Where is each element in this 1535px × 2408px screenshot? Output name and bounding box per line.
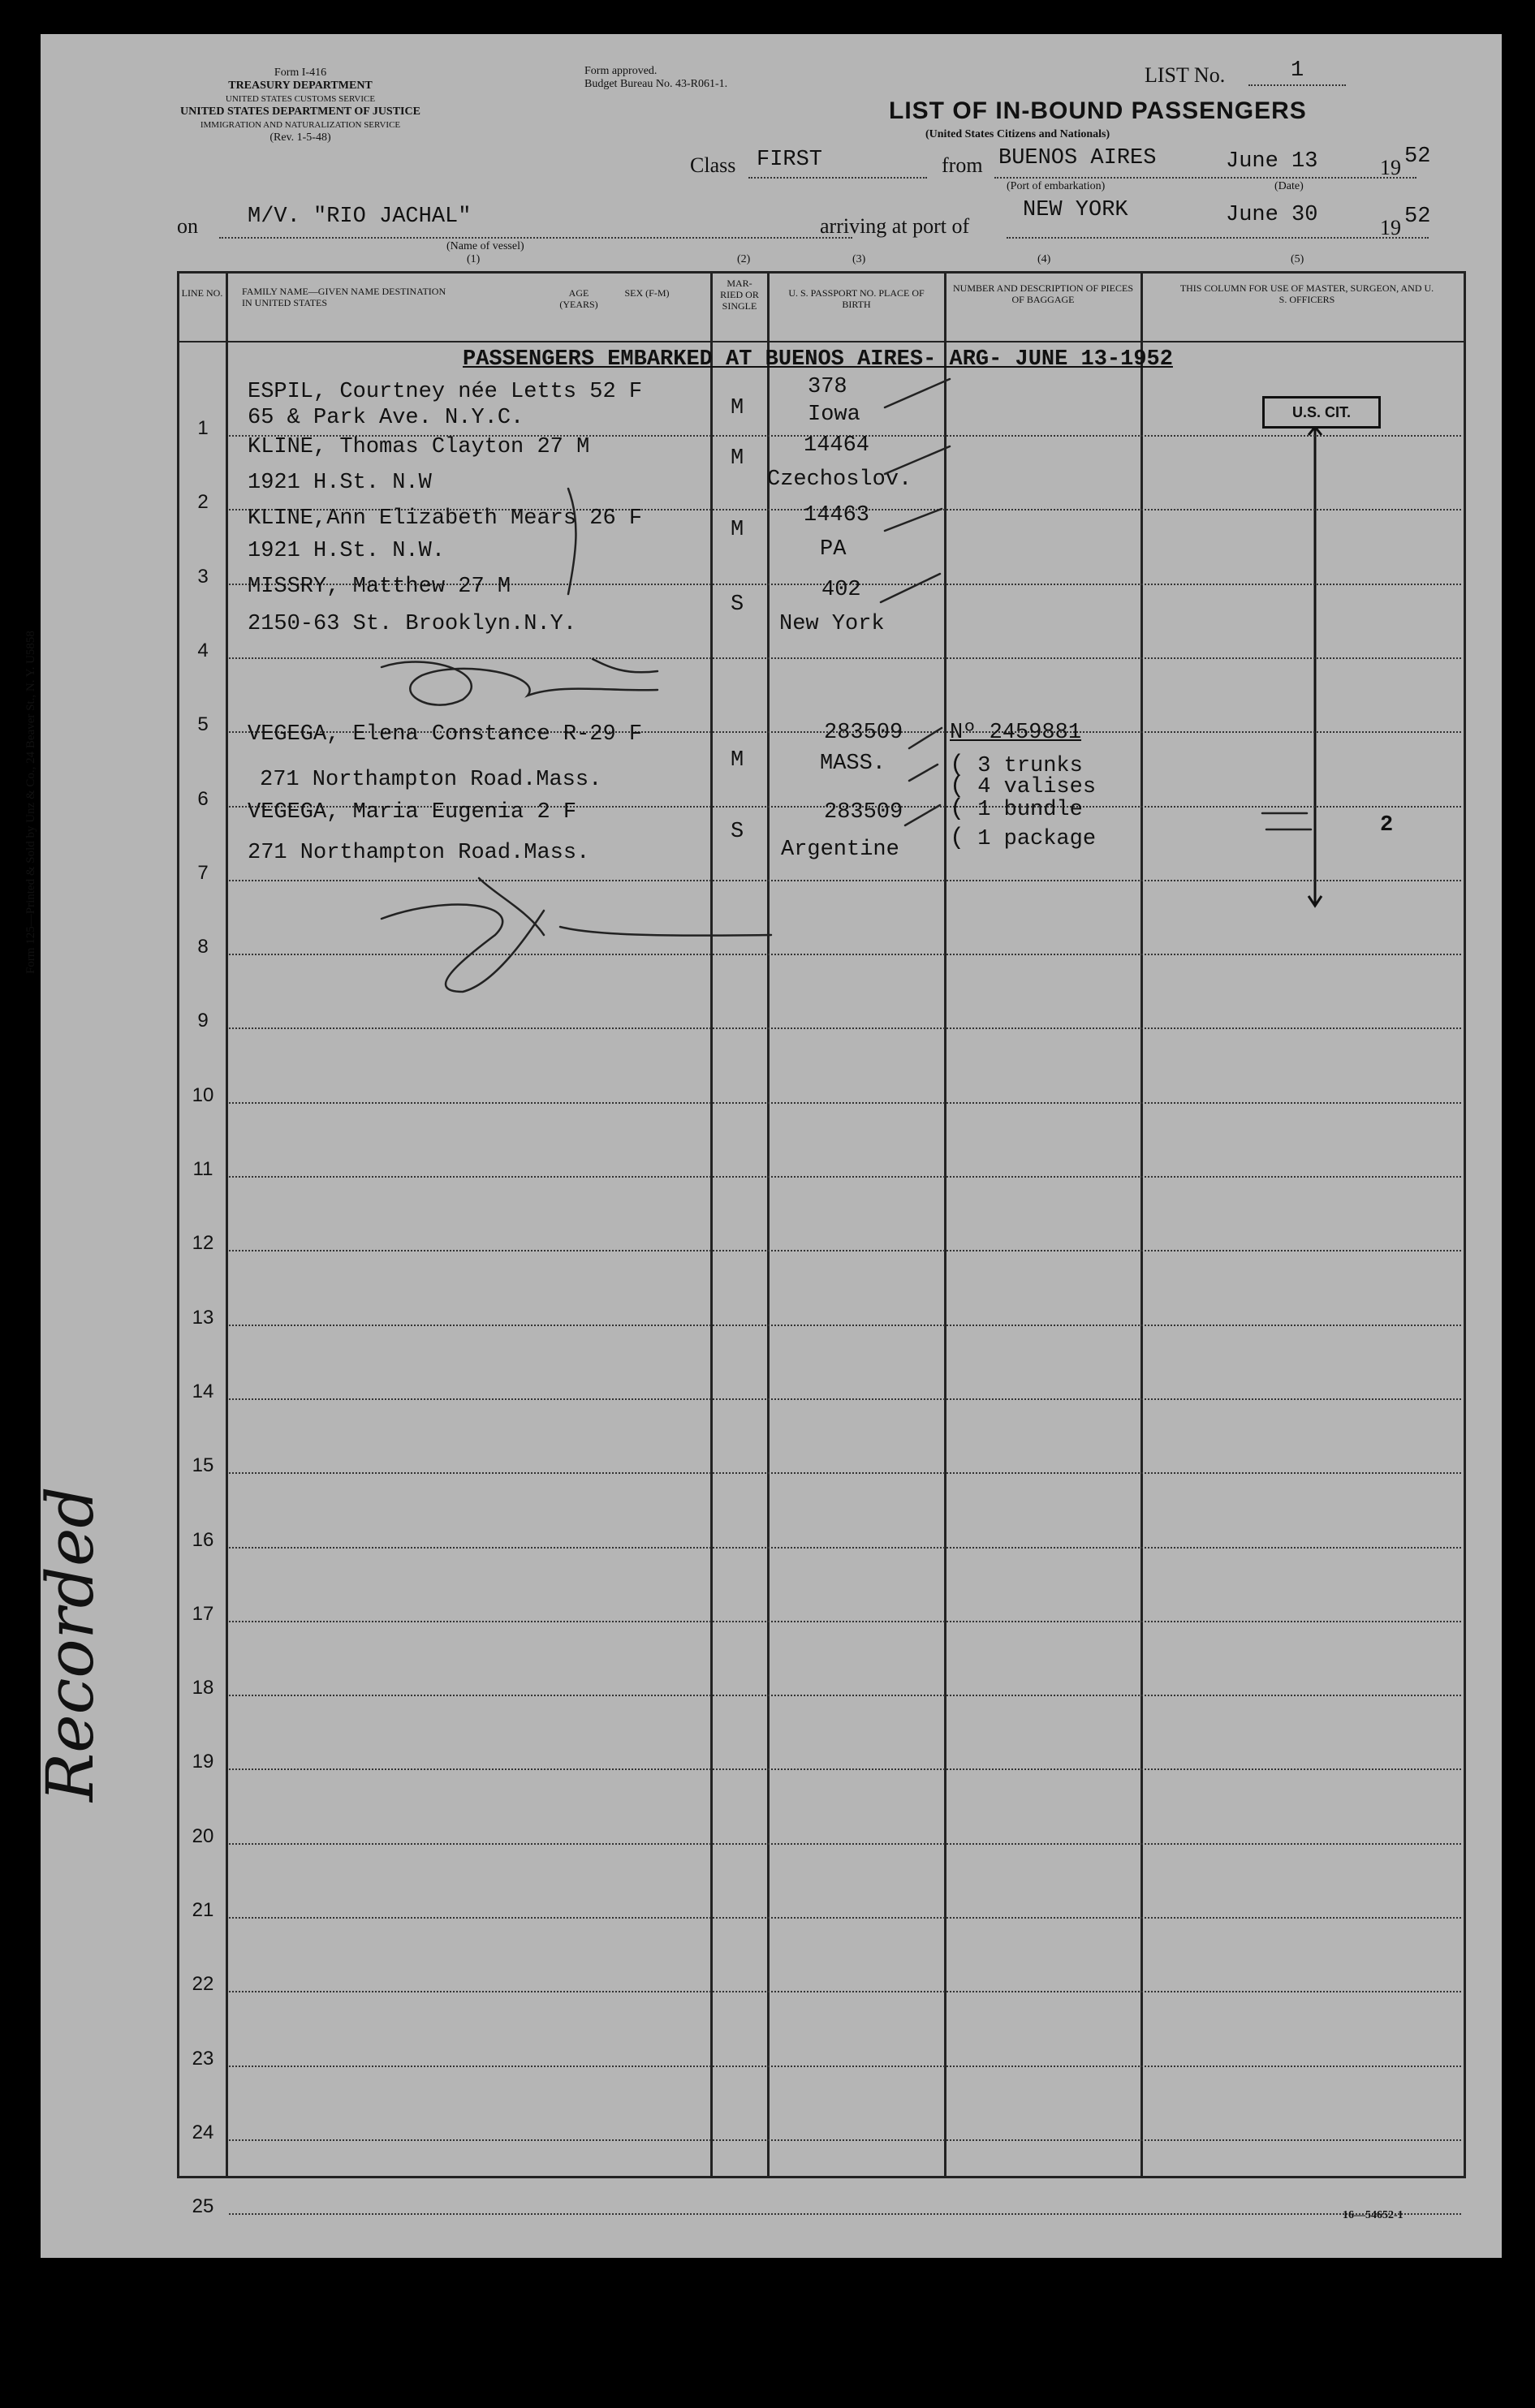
col-header-sex: SEX (F-M)	[624, 287, 670, 299]
row-number: 12	[192, 1232, 214, 1255]
treasury-dept: TREASURY DEPARTMENT	[228, 80, 373, 92]
ins-title: IMMIGRATION AND NATURALIZATION SERVICE	[200, 120, 401, 130]
row-number: 24	[192, 2121, 214, 2143]
row-number: 18	[192, 1677, 214, 1699]
entry-5-passport: 283509	[824, 721, 903, 745]
form-number: Form I-416	[274, 67, 327, 79]
entry-1-name: ESPIL, Courtney née Letts 52 F	[248, 380, 643, 404]
entry-1-birthplace: Iowa	[808, 403, 860, 427]
entry-2-birthplace: Czechoslov.	[767, 467, 912, 492]
arrival-year-prefix: 19	[1380, 216, 1401, 239]
entry-2-passport: 14464	[804, 433, 870, 458]
row-number: 15	[192, 1454, 214, 1477]
form-approved: Form approved.	[584, 65, 658, 77]
entry-1-destination: 65 & Park Ave. N.Y.C.	[248, 406, 524, 430]
col-header-married: MAR- RIED OR SINGLE	[720, 278, 759, 312]
col-header-officers: THIS COLUMN FOR USE OF MASTER, SURGEON, AND U. S. OFFICERS	[1179, 282, 1434, 305]
row-number: 1	[197, 417, 209, 439]
row-number: 6	[197, 787, 209, 810]
embarkation-banner: PASSENGERS EMBARKED AT BUENOS AIRES- ARG- JUNE 13-1952	[463, 347, 1173, 372]
entry-4-birthplace: New York	[779, 612, 885, 636]
on-label: on	[177, 214, 198, 238]
entry-3-passport: 14463	[804, 503, 870, 528]
entry-6-birthplace: Argentine	[781, 838, 899, 862]
embark-year: 52	[1404, 144, 1431, 169]
arrival-port: NEW YORK	[1023, 198, 1128, 222]
entry-2-destination: 1921 H.St. N.W	[248, 471, 432, 495]
entry-2-marital: M	[731, 446, 744, 471]
row-number: 14	[192, 1380, 214, 1402]
revision: (Rev. 1-5-48)	[269, 131, 331, 144]
row-number: 17	[192, 1602, 214, 1625]
entry-4-name: MISSRY, Matthew 27 M	[248, 575, 511, 599]
entry-6-name: VEGEGA, Maria Eugenia 2 F	[248, 800, 577, 825]
col-5-marker: (5)	[1291, 253, 1304, 265]
entry-4-destination: 2150-63 St. Brooklyn.N.Y.	[248, 612, 577, 636]
date-caption: (Date)	[1274, 180, 1304, 192]
col-2-marker: (2)	[737, 253, 751, 265]
row-number: 13	[192, 1306, 214, 1329]
baggage-bundle: 1 bundle	[977, 798, 1083, 822]
doj-title: UNITED STATES DEPARTMENT OF JUSTICE	[180, 106, 420, 118]
class-value: FIRST	[757, 148, 823, 172]
col-3-marker: (3)	[852, 253, 866, 265]
officer-count: 2	[1380, 813, 1394, 838]
footer-code: 16—54652-1	[1343, 2209, 1403, 2221]
class-label: Class	[690, 153, 736, 177]
entry-3-marital: M	[731, 518, 744, 542]
us-citizen-stamp: U.S. CIT.	[1262, 396, 1381, 429]
embark-date: June 13	[1226, 149, 1318, 174]
embark-port-caption: (Port of embarkation)	[1007, 180, 1106, 192]
row-number: 10	[192, 1083, 214, 1106]
embark-port: BUENOS AIRES	[998, 146, 1157, 170]
row-number: 9	[197, 1010, 209, 1032]
baggage-ticket-number: Nº 2459881	[950, 721, 1082, 745]
from-label: from	[942, 153, 983, 177]
page-subtitle: (United States Citizens and Nationals)	[925, 128, 1110, 140]
passenger-manifest-page: Form I-416 TREASURY DEPARTMENT UNITED STATES CUSTOMS SERVICE UNITED STATES DEPARTMENT OF JUSTICE IMMIGRATION AND NATURALIZATION SERVICE (Rev. 1-5-48) Form approved. Budget Bureau No. 43-R061-1. LIST No. 1 LIST OF IN-BOUND PASSENGERS (United States Citizens and Nationals) Class FIRST from BUENOS AIRES June 13 19 52 (Port of embarkation) (Date) on M/V. "RIO JACHAL" (Name of vessel) (1) arriving at port of NEW YORK June 30 19 52 (2) (3) (4) (5) LINE NO. FAMILY NAME—GIVEN NAME DESTINATION IN UNITED STATES AGE (YEARS) SEX (F-M) MAR- RIED OR SINGLE U. S. PASSPORT NO. PLACE OF BIRTH NUMBER AND DESCRIPTION OF PIECES OF BAGGAGE THIS COLUMN FOR USE OF MASTER, SURGEON, AND U. S. OFFICERS PASSENGERS EMBARKED AT BUENOS AIRES- ARG- JUNE 13-1952 U.S. CIT. 1 2 3 4 5 6 7 8 9 10 11 12 13 14 15 16 17 18 19 20 21 22 23 24 25 ESPIL, Courtney née Letts 52 F 65 & Park Ave. N.Y.C. M 378 Iowa KLINE, Thomas Clayton 27 M 1921 H.St. N.W M 14464 Czechoslov. KLINE,Ann Elizabeth Mears 26 F 1921 H.St. N.W. M 14463 PA MISSRY, Matthew 27 M 2150-63 St. Brooklyn.N.Y. S 402 New York VEGEGA, Elena Constance R-29 F 271 Northampton Road.Mass. M 283509 MASS. VEGEGA, Maria Eugenia 2 F 271 Northampton Road.Mass. S 283509 Argentine Nº 2459881 ( 3 trunks ( 4 valises ( 1 bundle ( 1 package 2 16—54652-1	[41, 34, 1502, 2258]
entry-1-passport: 378	[808, 375, 847, 399]
row-number: 19	[192, 1751, 214, 1773]
baggage-package: 1 package	[977, 827, 1097, 851]
entry-3-birthplace: PA	[820, 537, 847, 562]
vessel-caption: (Name of vessel)	[446, 240, 524, 252]
row-number: 23	[192, 2047, 214, 2070]
budget-bureau: Budget Bureau No. 43-R061-1.	[584, 78, 728, 90]
col-header-line: LINE NO.	[181, 287, 223, 299]
baggage-valises: 4 valises	[977, 775, 1097, 799]
row-number: 4	[197, 639, 209, 661]
page-title: LIST OF IN-BOUND PASSENGERS	[889, 97, 1307, 124]
row-number: 5	[197, 713, 209, 736]
entry-1-marital: M	[731, 396, 744, 420]
row-number: 20	[192, 1824, 214, 1847]
list-number-value: 1	[1291, 58, 1304, 83]
arrival-date: June 30	[1226, 203, 1318, 227]
row-number: 3	[197, 565, 209, 588]
side-handwritten-recorded: Recorded	[32, 1486, 108, 1802]
entry-3-destination: 1921 H.St. N.W.	[248, 539, 446, 563]
entry-6-passport: 283509	[824, 800, 903, 825]
col-header-age: AGE (YEARS)	[559, 287, 598, 310]
side-printer-text: Form 125—Printed & Sold by Unz & Co., 24 Beaver St., N. Y. U5858	[24, 631, 37, 974]
entry-5-marital: M	[731, 748, 744, 773]
customs-service: UNITED STATES CUSTOMS SERVICE	[225, 94, 376, 104]
row-number: 2	[197, 491, 209, 514]
list-number-label: LIST No.	[1145, 63, 1226, 87]
arrival-year: 52	[1404, 205, 1431, 229]
arriving-label: arriving at port of	[820, 214, 970, 238]
entry-4-marital: S	[731, 592, 744, 617]
entry-5-destination: 271 Northampton Road.Mass.	[260, 768, 602, 792]
col-header-passport: U. S. PASSPORT NO. PLACE OF BIRTH	[788, 287, 925, 310]
entry-3-name: KLINE,Ann Elizabeth Mears 26 F	[248, 506, 643, 531]
row-number: 16	[192, 1528, 214, 1551]
col-header-baggage: NUMBER AND DESCRIPTION OF PIECES OF BAGGAGE	[952, 282, 1134, 305]
col-4-marker: (4)	[1037, 253, 1051, 265]
entry-4-passport: 402	[821, 578, 861, 602]
col-header-name: FAMILY NAME—GIVEN NAME DESTINATION IN UNITED STATES	[242, 286, 446, 308]
entry-5-birthplace: MASS.	[820, 752, 886, 776]
embark-year-prefix: 19	[1380, 156, 1401, 179]
baggage-trunks: 3 trunks	[977, 754, 1083, 778]
col-1-marker: (1)	[467, 253, 481, 265]
row-number: 11	[192, 1158, 213, 1180]
handwriting-marks	[41, 34, 1502, 2258]
entry-5-name: VEGEGA, Elena Constance R-29 F	[248, 722, 643, 747]
row-number: 8	[197, 936, 209, 958]
row-number: 22	[192, 1973, 214, 1996]
vessel-name: M/V. "RIO JACHAL"	[248, 205, 472, 229]
row-number: 7	[197, 861, 209, 884]
entry-6-marital: S	[731, 820, 744, 844]
entry-2-name: KLINE, Thomas Clayton 27 M	[248, 435, 590, 459]
row-number: 21	[192, 1899, 214, 1921]
row-number: 25	[192, 2195, 214, 2218]
entry-6-destination: 271 Northampton Road.Mass.	[248, 841, 590, 865]
